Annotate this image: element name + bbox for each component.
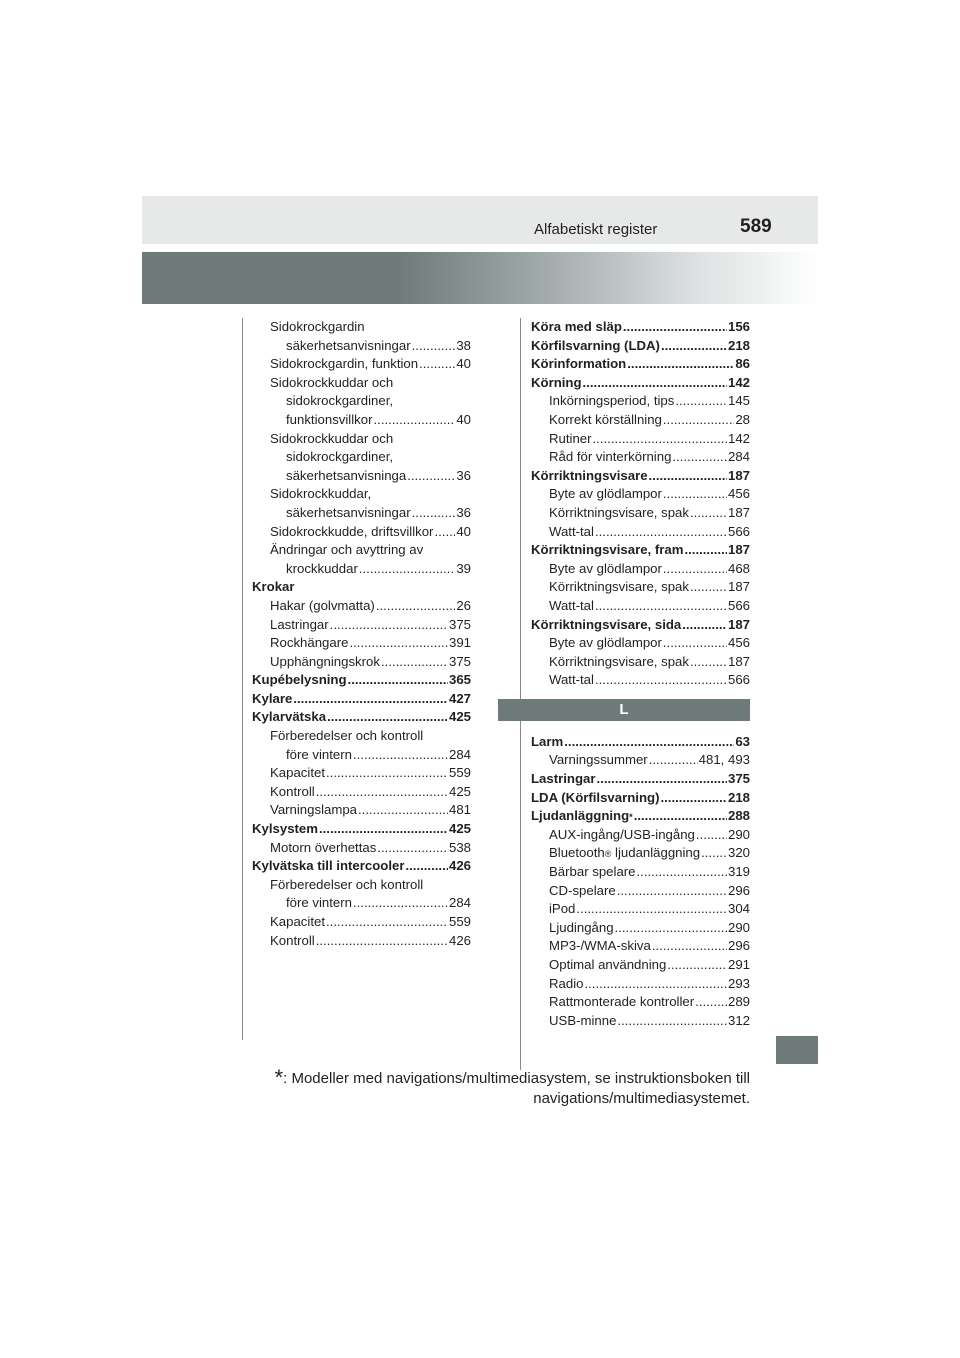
index-entry-text: Motorn överhettas bbox=[270, 839, 377, 855]
dot-leader bbox=[593, 430, 727, 449]
index-entry-page: 566 bbox=[727, 672, 750, 688]
index-entry bbox=[252, 337, 471, 356]
index-entry-page: 291 bbox=[727, 957, 750, 972]
dot-leader bbox=[661, 337, 727, 356]
index-entry-page: 566 bbox=[727, 597, 750, 613]
index-entry bbox=[252, 578, 471, 597]
dot-leader bbox=[682, 616, 727, 635]
dot-leader bbox=[576, 900, 727, 919]
dot-leader bbox=[649, 467, 727, 486]
index-entry-text: säkerhetsanvisningar bbox=[286, 337, 411, 353]
index-entry-text: krockkuddar bbox=[286, 560, 358, 576]
dot-leader bbox=[617, 1012, 727, 1031]
index-entry-text: Kapacitet bbox=[270, 914, 325, 929]
index-entry-text: Rutiner bbox=[549, 430, 592, 446]
index-entry-page: 566 bbox=[727, 523, 750, 539]
dot-leader bbox=[696, 826, 727, 845]
index-entry bbox=[252, 392, 471, 411]
dot-leader bbox=[615, 919, 727, 938]
index-entry-text: Sidokrockkuddar, bbox=[270, 486, 372, 502]
index-entry bbox=[531, 337, 750, 356]
index-entry-page: 425 bbox=[448, 783, 471, 799]
dot-leader bbox=[377, 839, 448, 858]
index-entry-page: 284 bbox=[448, 895, 471, 911]
index-entry-text: Kylare bbox=[252, 690, 293, 706]
dot-leader bbox=[374, 411, 456, 430]
index-entry bbox=[252, 783, 471, 802]
index-entry bbox=[252, 653, 471, 672]
index-entry bbox=[252, 355, 471, 374]
index-entry bbox=[531, 616, 750, 635]
index-entry-page: 481 bbox=[448, 802, 471, 818]
index-entry-page: 289 bbox=[727, 994, 750, 1010]
index-entry-text: Byte av glödlampor bbox=[549, 560, 662, 576]
index-entry bbox=[531, 467, 750, 486]
index-entry bbox=[531, 937, 750, 956]
index-entry-text: Sidokrockgardin, funktion bbox=[270, 356, 419, 372]
dot-leader bbox=[595, 523, 727, 542]
header-bar bbox=[142, 196, 818, 244]
dot-leader bbox=[623, 318, 727, 337]
index-entry-text: Sidokrockkudde, driftsvillkor bbox=[270, 523, 434, 539]
index-entry bbox=[252, 634, 471, 653]
dot-leader bbox=[319, 820, 448, 839]
dot-leader bbox=[326, 913, 448, 932]
dot-leader bbox=[595, 597, 727, 616]
index-entry bbox=[531, 826, 750, 845]
index-entry bbox=[252, 616, 471, 635]
index-entry-page: 375 bbox=[727, 771, 750, 787]
index-entry-text: Varningslampa bbox=[270, 802, 357, 818]
dot-leader bbox=[595, 671, 727, 690]
index-entry-text: AUX-ingång/USB-ingång bbox=[549, 826, 695, 842]
index-entry bbox=[531, 733, 750, 752]
index-entry-text: Sidokrockkuddar och bbox=[270, 374, 394, 390]
dot-leader bbox=[407, 467, 455, 486]
index-entry-text: iPod bbox=[549, 901, 576, 917]
index-entry-page: 284 bbox=[448, 746, 471, 762]
index-entry-text: Körfilsvarning (LDA) bbox=[531, 337, 660, 353]
index-entry bbox=[531, 882, 750, 901]
index-entry-text: Optimal användning bbox=[549, 957, 667, 972]
index-entry bbox=[531, 956, 750, 975]
footnote bbox=[252, 1065, 750, 1109]
dot-leader bbox=[381, 653, 448, 672]
index-entry bbox=[531, 504, 750, 523]
index-entry bbox=[531, 485, 750, 504]
index-entry bbox=[252, 764, 471, 783]
index-entry-page: 26 bbox=[456, 597, 471, 613]
index-entry-page: 320 bbox=[727, 845, 750, 861]
index-entry-page: 40 bbox=[456, 356, 471, 372]
index-entry-page: 187 bbox=[727, 616, 750, 632]
index-entry-page: 218 bbox=[727, 789, 750, 805]
index-entry-text: Ändringar och avyttring av bbox=[270, 542, 424, 558]
index-entry bbox=[531, 318, 750, 337]
index-entry-page: 375 bbox=[448, 653, 471, 669]
index-entry-page: 142 bbox=[727, 430, 750, 446]
index-entry-page: 38 bbox=[456, 337, 471, 353]
index-entry bbox=[531, 541, 750, 560]
dot-leader bbox=[660, 789, 727, 808]
index-entry-page: 187 bbox=[727, 504, 750, 520]
index-entry-page: 559 bbox=[448, 914, 471, 929]
middle-column-rule bbox=[520, 318, 521, 1070]
index-entry bbox=[531, 789, 750, 808]
index-entry-text: före vintern bbox=[286, 895, 352, 911]
dot-leader bbox=[637, 863, 727, 882]
index-entry bbox=[252, 894, 471, 913]
index-entry bbox=[252, 560, 471, 579]
page-number: 589 bbox=[740, 216, 772, 237]
dot-leader bbox=[348, 671, 448, 690]
index-entry-text: Körning bbox=[531, 374, 582, 390]
index-entry-text: Watt-tal bbox=[549, 597, 594, 613]
index-entry-text: Watt-tal bbox=[549, 672, 594, 688]
index-entry bbox=[252, 541, 471, 560]
dot-leader bbox=[353, 894, 448, 913]
dot-leader bbox=[663, 485, 727, 504]
index-entry-text: Sidokrockkuddar och bbox=[270, 430, 394, 446]
index-entry-page: 86 bbox=[735, 356, 750, 372]
dot-leader bbox=[358, 801, 448, 820]
dot-leader bbox=[412, 504, 456, 523]
index-column-left bbox=[252, 318, 471, 950]
dot-leader bbox=[419, 355, 455, 374]
index-entry-page: 218 bbox=[727, 337, 750, 353]
index-entry-page: 427 bbox=[448, 690, 471, 706]
index-entry-text: Råd för vinterkörning bbox=[549, 449, 672, 465]
index-entry bbox=[252, 485, 471, 504]
dot-leader bbox=[330, 616, 448, 635]
index-entry bbox=[531, 919, 750, 938]
index-entry-text: Ljudanläggning bbox=[531, 808, 630, 824]
index-entry bbox=[531, 751, 750, 770]
index-entry-text: Rockhängare bbox=[270, 635, 349, 651]
index-entry bbox=[531, 597, 750, 616]
index-entry-page: 288 bbox=[727, 808, 750, 824]
index-column-right bbox=[531, 318, 750, 1030]
index-entry bbox=[531, 560, 750, 579]
index-entry bbox=[252, 690, 471, 709]
index-entry-page: 468 bbox=[727, 560, 750, 576]
dot-leader bbox=[412, 337, 456, 356]
index-entry bbox=[531, 634, 750, 653]
index-entry-text: Förberedelser och kontroll bbox=[270, 728, 424, 744]
index-entry-page: 187 bbox=[727, 467, 750, 483]
index-entry bbox=[531, 523, 750, 542]
index-entry-page: 187 bbox=[727, 579, 750, 595]
dot-leader bbox=[349, 634, 448, 653]
dot-leader bbox=[667, 956, 727, 975]
index-entry-text: CD-spelare bbox=[549, 882, 616, 898]
header-gradient-band bbox=[142, 252, 818, 304]
index-entry bbox=[252, 839, 471, 858]
index-entry bbox=[531, 993, 750, 1012]
index-entry-page: 187 bbox=[727, 653, 750, 669]
index-entry bbox=[252, 467, 471, 486]
dot-leader bbox=[326, 764, 448, 783]
index-entry bbox=[252, 727, 471, 746]
index-entry-text: säkerhetsanvisningar bbox=[286, 504, 411, 520]
dot-leader bbox=[627, 355, 734, 374]
index-entry-page: 284 bbox=[727, 449, 750, 465]
index-entry bbox=[252, 430, 471, 449]
dot-leader bbox=[690, 504, 727, 523]
index-entry-page: 296 bbox=[727, 938, 750, 954]
index-entry-text-after: ljudanläggning bbox=[611, 845, 701, 861]
index-entry-text: Körriktningsvisare, spak bbox=[549, 504, 689, 520]
index-entry bbox=[252, 411, 471, 430]
index-entry-text: Rattmonterade kontroller bbox=[549, 994, 695, 1010]
index-entry-text: Lastringar bbox=[531, 771, 596, 787]
index-entry-text: MP3-/WMA-skiva bbox=[549, 938, 651, 954]
index-entry-page: 559 bbox=[448, 765, 471, 781]
index-entry-text: Kapacitet bbox=[270, 765, 325, 781]
index-entry bbox=[252, 913, 471, 932]
index-entry-page: 293 bbox=[727, 975, 750, 991]
dot-leader bbox=[293, 690, 448, 709]
index-entry-text: Förberedelser och kontroll bbox=[270, 876, 424, 892]
index-entry-text: Byte av glödlampor bbox=[549, 635, 662, 651]
index-entry bbox=[252, 708, 471, 727]
dot-leader bbox=[584, 975, 727, 994]
index-entry-page: 28 bbox=[735, 411, 750, 427]
index-entry bbox=[531, 578, 750, 597]
index-entry-page: 456 bbox=[727, 486, 750, 502]
index-entry-text: Sidokrockgardin bbox=[270, 319, 365, 334]
section-letter-heading: L bbox=[498, 699, 750, 721]
index-entry bbox=[252, 597, 471, 616]
dot-leader bbox=[663, 560, 727, 579]
index-entry-text: funktionsvillkor bbox=[286, 411, 373, 427]
dot-leader bbox=[690, 578, 727, 597]
index-entry-text: Kupébelysning bbox=[252, 672, 347, 688]
dot-leader bbox=[564, 733, 734, 752]
index-entry bbox=[531, 1012, 750, 1031]
index-entry bbox=[531, 374, 750, 393]
dot-leader bbox=[583, 374, 727, 393]
dot-leader bbox=[672, 448, 727, 467]
index-entry-text: Körinformation bbox=[531, 356, 627, 372]
dot-leader bbox=[663, 411, 734, 430]
index-entry-text: USB-minne bbox=[549, 1012, 617, 1028]
index-entry-page: 142 bbox=[727, 374, 750, 390]
index-entry-text: Bärbar spelare bbox=[549, 864, 636, 880]
index-entry-text: Varningssummer bbox=[549, 752, 648, 768]
index-entry-page: 39 bbox=[456, 560, 471, 576]
dot-leader bbox=[652, 937, 727, 956]
index-entry-text: Larm bbox=[531, 733, 564, 749]
left-column-rule bbox=[242, 318, 243, 1040]
index-entry bbox=[252, 504, 471, 523]
index-entry bbox=[252, 746, 471, 765]
index-entry-text: Hakar (golvmatta) bbox=[270, 597, 375, 613]
index-entry-page: 481, 493 bbox=[698, 752, 750, 768]
index-entry-page: 36 bbox=[456, 467, 471, 483]
index-entry-text: Körriktningsvisare, spak bbox=[549, 579, 689, 595]
index-entry-page: 319 bbox=[727, 864, 750, 880]
index-entry-text: Lastringar bbox=[270, 616, 329, 632]
dot-leader bbox=[597, 770, 727, 789]
index-entry bbox=[252, 523, 471, 542]
index-entry-text: Körriktningsvisare, sida bbox=[531, 616, 682, 632]
index-entry: Bluetooth ® ljudanläggning ..... 320 bbox=[531, 844, 750, 863]
footnote-line-1: : Modeller med navigations/multimediasystem, se instruktionsboken till bbox=[283, 1070, 750, 1087]
index-entry-text: Kylarvätska bbox=[252, 709, 327, 725]
index-entry-text: före vintern bbox=[286, 746, 352, 762]
dot-leader bbox=[434, 523, 455, 542]
index-entry-page: 365 bbox=[448, 672, 471, 688]
index-entry-text: sidokrockgardiner, bbox=[286, 393, 394, 409]
index-entry-text: Körriktningsvisare, spak bbox=[549, 653, 689, 669]
dot-leader bbox=[649, 751, 698, 770]
index-entry-page: 40 bbox=[456, 411, 471, 427]
index-entry-page: 290 bbox=[727, 919, 750, 935]
index-entry-text: Radio bbox=[549, 975, 584, 991]
dot-leader bbox=[617, 882, 727, 901]
index-entry-page: 290 bbox=[727, 826, 750, 842]
dot-leader bbox=[675, 392, 727, 411]
index-group-k bbox=[531, 318, 750, 690]
index-entry-page: 425 bbox=[448, 821, 471, 837]
dot-leader bbox=[405, 857, 448, 876]
index-entry-page: 63 bbox=[735, 733, 750, 749]
footnote-marker: * bbox=[274, 1065, 284, 1090]
dot-leader bbox=[684, 541, 727, 560]
index-entry-text: Körriktningsvisare bbox=[531, 467, 648, 483]
index-entry-page: 426 bbox=[448, 858, 471, 874]
index-entry-text: Watt-tal bbox=[549, 523, 594, 539]
index-entry-text: Kontroll bbox=[270, 932, 315, 948]
dot-leader bbox=[634, 807, 727, 826]
page-title: Alfabetiskt register bbox=[534, 221, 658, 238]
index-entry-page: 538 bbox=[448, 839, 471, 855]
index-entry bbox=[531, 392, 750, 411]
index-entry bbox=[252, 448, 471, 467]
dot-leader bbox=[316, 783, 448, 802]
index-entry-page: 456 bbox=[727, 635, 750, 651]
index-entry bbox=[252, 318, 471, 337]
index-entry bbox=[252, 820, 471, 839]
dot-leader bbox=[316, 932, 448, 951]
index-entry-page: 36 bbox=[456, 504, 471, 520]
index-entry-text: Kylvätska till intercooler bbox=[252, 858, 405, 874]
index-entry-text: Köra med släp bbox=[531, 319, 622, 334]
footnote-line-2: navigations/multimediasystemet. bbox=[533, 1090, 750, 1107]
index-entry bbox=[531, 411, 750, 430]
dot-leader bbox=[663, 634, 727, 653]
index-entry bbox=[252, 876, 471, 895]
index-entry-page: 187 bbox=[727, 542, 750, 558]
index-entry-text: Upphängningskrok bbox=[270, 653, 380, 669]
index-entry bbox=[531, 671, 750, 690]
index-entry bbox=[531, 653, 750, 672]
index-entry bbox=[531, 770, 750, 789]
index-entry bbox=[531, 863, 750, 882]
index-entry bbox=[531, 448, 750, 467]
index-group-l bbox=[531, 733, 750, 1031]
index-entry-text: Korrekt körställning bbox=[549, 411, 662, 427]
index-entry bbox=[531, 430, 750, 449]
index-entry bbox=[252, 801, 471, 820]
index-entry-text: Kylsystem bbox=[252, 821, 318, 837]
dot-leader bbox=[376, 597, 456, 616]
index-entry bbox=[252, 932, 471, 951]
index-entry-text: Inkörningsperiod, tips bbox=[549, 393, 675, 409]
index-entry-page: 40 bbox=[456, 523, 471, 539]
dot-leader bbox=[353, 746, 448, 765]
index-entry bbox=[531, 355, 750, 374]
index-entry bbox=[531, 900, 750, 919]
index-entry: Ljudanläggning * ..... 288 bbox=[531, 807, 750, 826]
index-entry-page: 425 bbox=[448, 709, 471, 725]
index-entry-text: LDA (Körfilsvarning) bbox=[531, 789, 660, 805]
index-entry-text: Körriktningsvisare, fram bbox=[531, 542, 684, 558]
index-entry-text: Krokar bbox=[252, 579, 295, 595]
index-entry-page: 156 bbox=[727, 319, 750, 334]
index-entry-text: säkerhetsanvisninga bbox=[286, 467, 407, 483]
index-entry-page: 375 bbox=[448, 616, 471, 632]
index-entry-text: Byte av glödlampor bbox=[549, 486, 662, 502]
index-entry bbox=[252, 671, 471, 690]
index-entry-page: 312 bbox=[727, 1012, 750, 1028]
dot-leader bbox=[327, 708, 448, 727]
index-entry-page: 426 bbox=[448, 932, 471, 948]
index-entry-page: 145 bbox=[727, 393, 750, 409]
index-entry-text: sidokrockgardiner, bbox=[286, 449, 394, 465]
dot-leader bbox=[695, 993, 727, 1012]
index-entry-page: 391 bbox=[448, 635, 471, 651]
index-entry-page: 296 bbox=[727, 882, 750, 898]
index-entry bbox=[531, 975, 750, 994]
index-entry-page: 304 bbox=[727, 901, 750, 917]
index-entry-text: Ljudingång bbox=[549, 919, 614, 935]
index-entry bbox=[252, 374, 471, 393]
dot-leader bbox=[701, 844, 727, 863]
dot-leader bbox=[359, 560, 455, 579]
dot-leader bbox=[690, 653, 727, 672]
index-entry-text: Bluetooth bbox=[549, 845, 605, 861]
chapter-side-tab bbox=[776, 1036, 818, 1064]
index-entry-text: Kontroll bbox=[270, 783, 315, 799]
index-entry bbox=[252, 857, 471, 876]
